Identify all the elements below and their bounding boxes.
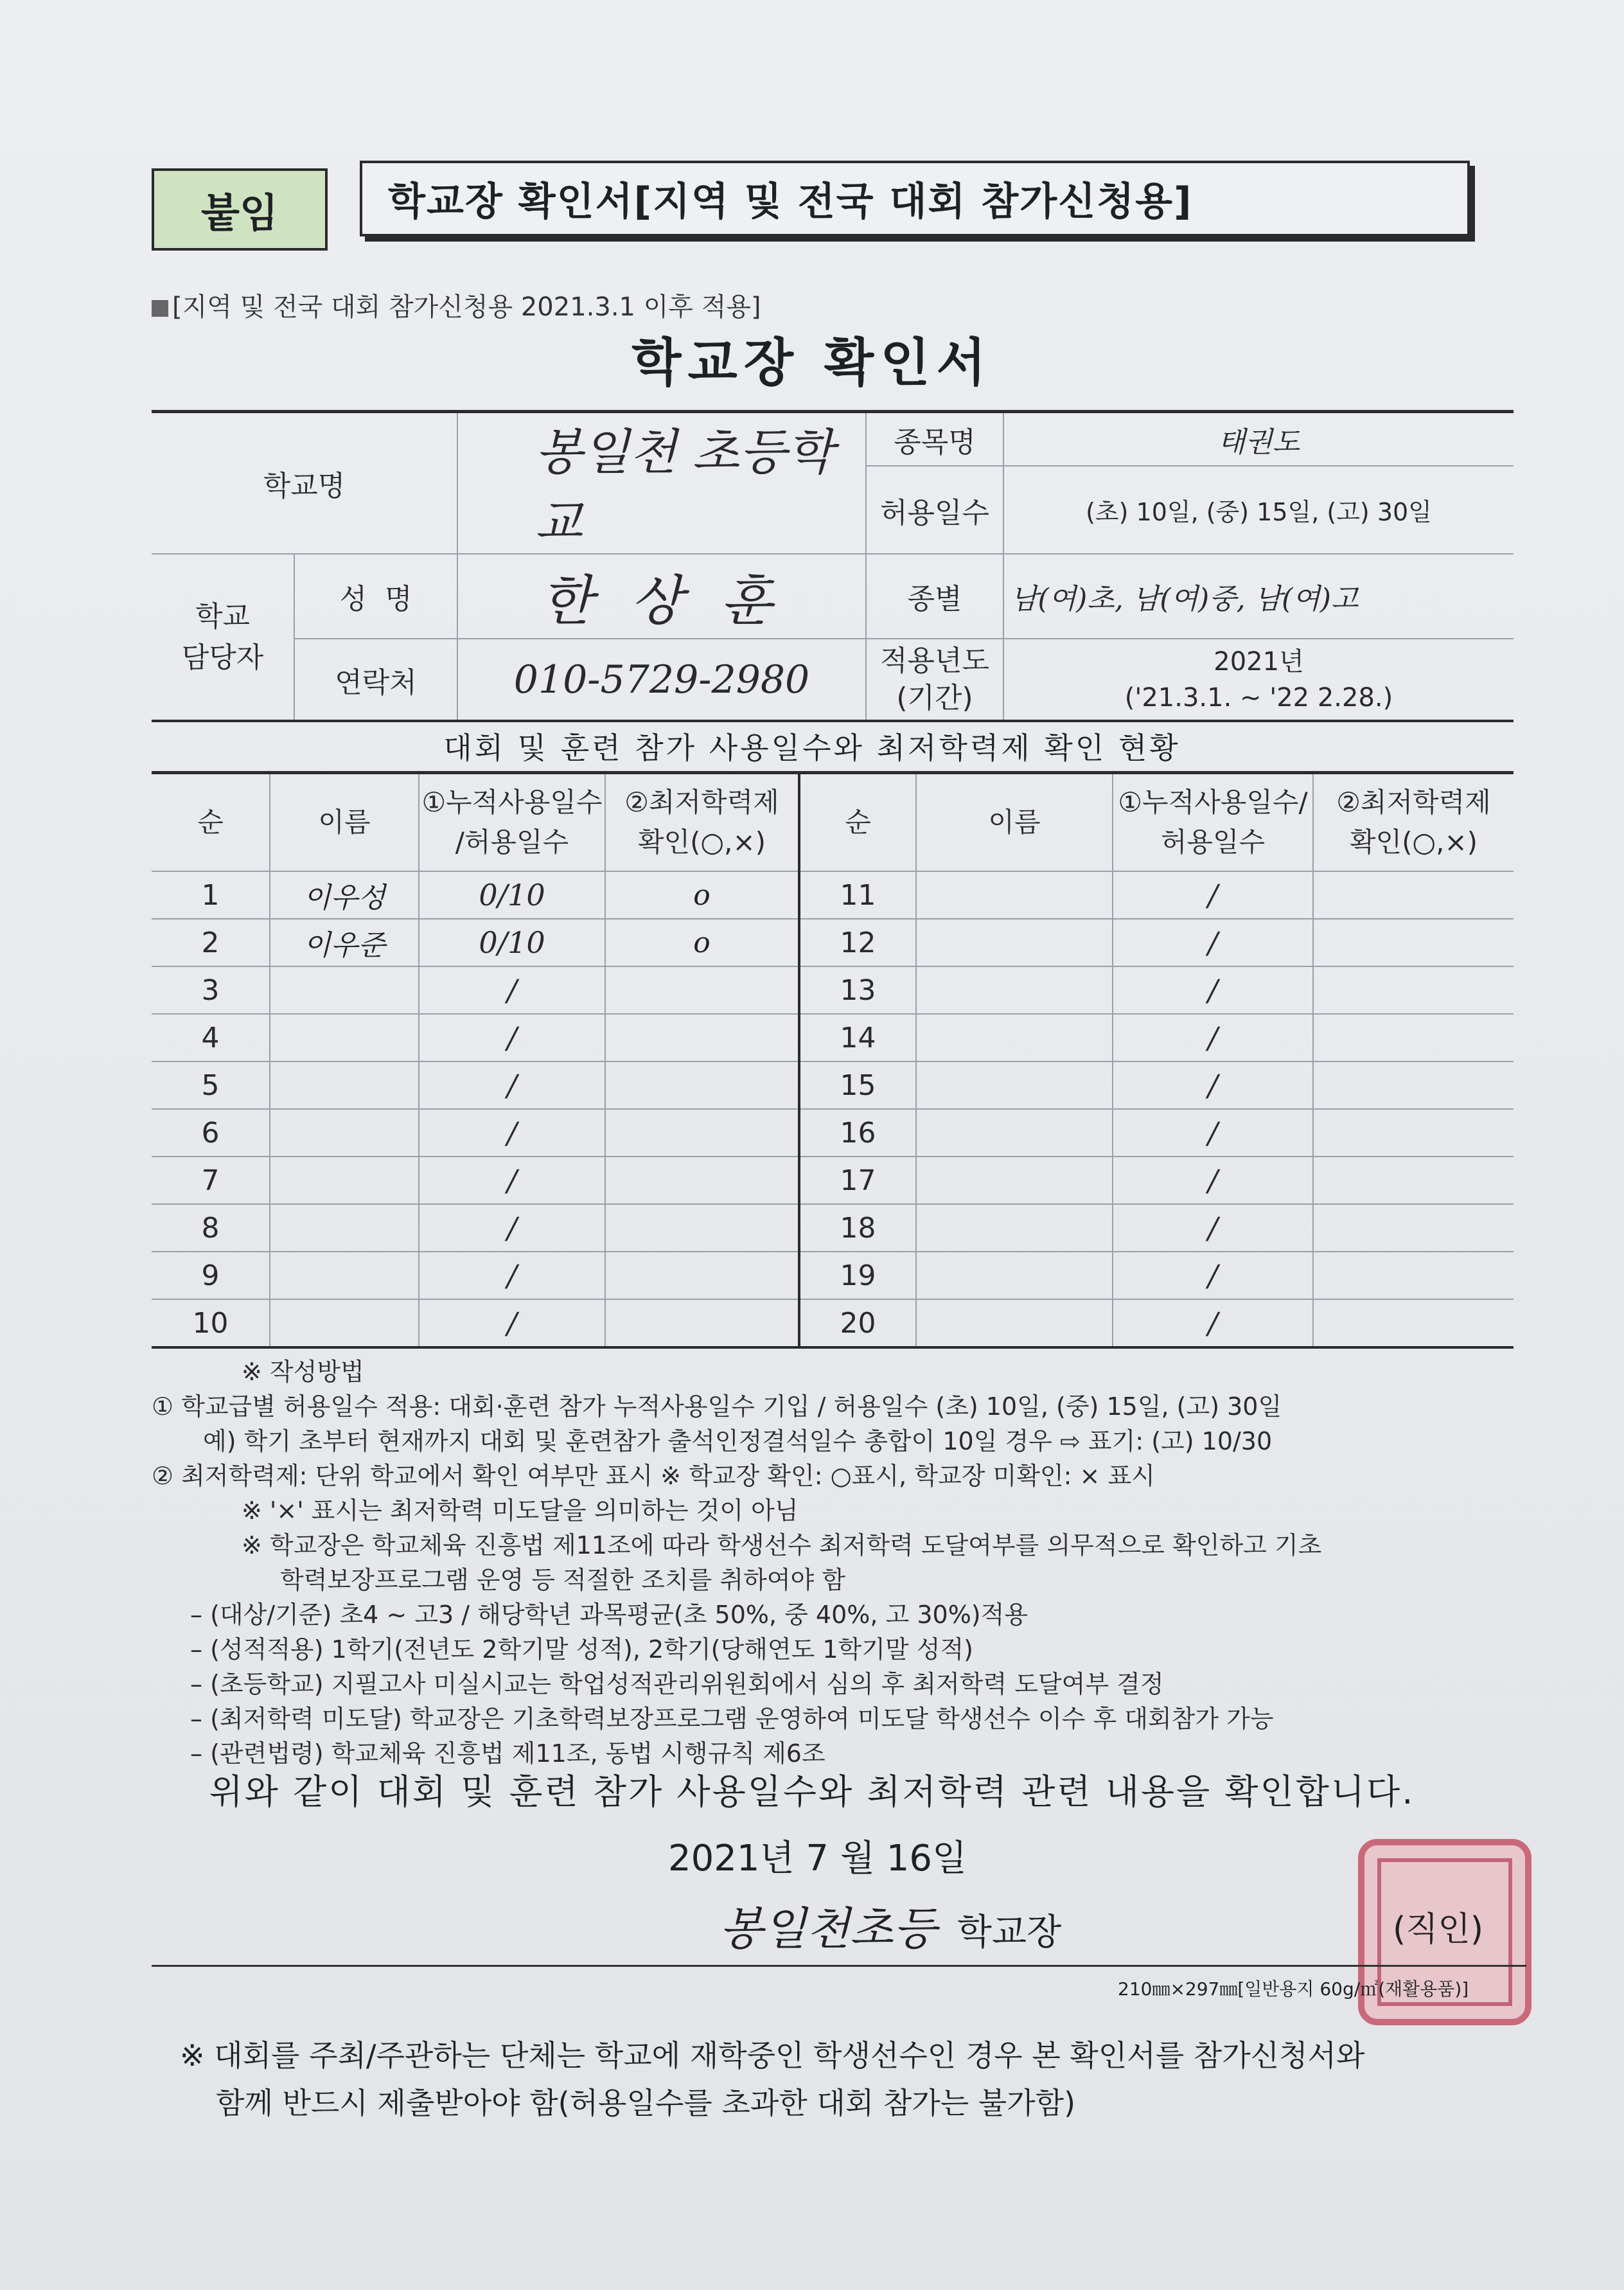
student-name: [270, 1014, 419, 1061]
row-number-2: [799, 871, 916, 919]
student-name-2: [916, 966, 1113, 1014]
instruction-line: ② 최저학력제: 단위 학교에서 확인 여부만 표시 ※ 학교장 확인: ○표시, 학교장 미확인: × 표시: [152, 1462, 1155, 1490]
principal-school-name: 봉일천초등: [719, 1903, 937, 1955]
used-days-2: [1113, 1157, 1313, 1204]
divider: [152, 1965, 1526, 1967]
student-name: [270, 966, 419, 1014]
row-number-2: [799, 1157, 916, 1204]
used-days-text: /: [507, 1068, 517, 1103]
row-number: [152, 1204, 270, 1252]
sport-label: 종목명: [866, 412, 1003, 466]
student-name-2: [916, 1014, 1113, 1061]
square-bullet-icon: [152, 300, 168, 317]
col-header-no-2: 순: [799, 773, 916, 872]
row-number: [152, 1109, 270, 1157]
signing-date: 2021년 7 월 16일: [668, 1838, 967, 1879]
table-row: [152, 1157, 1514, 1204]
principal-signature: [719, 1893, 1061, 1958]
min-academic-check-text: o: [693, 926, 710, 959]
row-number: [152, 1014, 270, 1061]
row-number-2-text: 11: [840, 878, 876, 912]
used-days-2: [1113, 919, 1313, 966]
student-name: [270, 1109, 419, 1157]
row-number-text: 7: [201, 1164, 220, 1197]
used-days-text: /: [507, 1211, 517, 1245]
row-number-text: 3: [201, 973, 220, 1007]
instruction-line: – (성적적용) 1학기(전년도 2학기말 성적), 2학기(당해연도 1학기말 성적): [190, 1635, 973, 1664]
col-header-check-2: ②최저학력제 확인(○,×): [1313, 773, 1514, 872]
period-label: 적용년도 (기간): [866, 639, 1003, 721]
row-number-2-text: 20: [840, 1306, 876, 1340]
row-number: [152, 1157, 270, 1204]
allowed-days-label: 허용일수: [866, 466, 1003, 554]
instructions: [152, 1354, 1526, 1771]
notice-line: ※ 대회를 주최/주관하는 단체는 학교에 재학중인 학생선수인 경우 본 확인서를 참가신청서와: [180, 2038, 1365, 2073]
used-days-2-text: /: [1208, 1306, 1218, 1340]
row-number-text: 10: [192, 1306, 229, 1340]
sport-value: 태권도: [1003, 412, 1514, 466]
row-number-2-text: 18: [840, 1211, 876, 1245]
used-days-2: [1113, 1061, 1313, 1109]
used-days-text: /: [507, 1258, 517, 1293]
table-row: [152, 919, 1514, 966]
used-days-text: 0/10: [479, 878, 545, 912]
used-days: [419, 966, 605, 1014]
row-number-2: [799, 1014, 916, 1061]
row-number-2: [799, 1061, 916, 1109]
period-value: 2021년 ('21.3.1. ~ '22 2.28.): [1003, 639, 1514, 721]
row-number-2: [799, 919, 916, 966]
student-name-2: [916, 1061, 1113, 1109]
status-section-title: 대회 및 훈련 참가 사용일수와 최저학력제 확인 현황: [443, 731, 1181, 765]
row-number-2-text: 17: [840, 1164, 876, 1197]
student-name: [270, 1157, 419, 1204]
min-academic-check-2: [1313, 1299, 1514, 1347]
used-days-2: [1113, 1204, 1313, 1252]
row-number-2: [799, 1299, 916, 1347]
used-days-text: /: [507, 973, 517, 1007]
instruction-line: – (관련법령) 학교체육 진흥법 제11조, 동법 시행규칙 제6조: [190, 1739, 825, 1768]
row-number: [152, 966, 270, 1014]
instruction-line: ※ 작성방법: [242, 1358, 364, 1386]
row-number-2-text: 15: [840, 1069, 876, 1102]
used-days-text: /: [507, 1163, 517, 1198]
min-academic-check-2: [1313, 966, 1514, 1014]
col-header-name-2: 이름: [916, 773, 1113, 872]
row-number-2-text: 19: [840, 1259, 876, 1292]
school-name-value: 봉일천 초등학교: [457, 412, 866, 555]
used-days: [419, 871, 605, 919]
student-name-2: [916, 871, 1113, 919]
table-header-row: [152, 773, 1514, 872]
col-header-no: 순: [152, 773, 270, 872]
row-number-2-text: 12: [840, 926, 876, 959]
row-number: [152, 919, 270, 966]
student-name: [270, 919, 419, 966]
row-number-2: [799, 1204, 916, 1252]
used-days: [419, 1014, 605, 1061]
used-days-2: [1113, 871, 1313, 919]
min-academic-check-2: [1313, 1252, 1514, 1299]
row-number-text: 8: [201, 1211, 220, 1245]
used-days-2: [1113, 1252, 1313, 1299]
submission-notice: [180, 2032, 1529, 2127]
min-academic-check: [605, 966, 799, 1014]
student-name: [270, 1061, 419, 1109]
used-days: [419, 1204, 605, 1252]
row-number: [152, 1252, 270, 1299]
used-days-text: /: [507, 1115, 517, 1150]
table-row: [152, 1252, 1514, 1299]
school-name-label: 학교명: [152, 412, 457, 555]
row-number-2-text: 13: [840, 973, 876, 1007]
student-name-2: [916, 1204, 1113, 1252]
min-academic-check: [605, 1299, 799, 1347]
instruction-line: ※ 학교장은 학교체육 진흥법 제11조에 따라 학생선수 최저학력 도달여부를 의무적으로 확인하고 기초: [242, 1531, 1322, 1559]
student-name: [270, 1204, 419, 1252]
row-number: [152, 871, 270, 919]
form-title-box: 학교장 확인서[지역 및 전국 대회 참가신청용]: [360, 161, 1470, 236]
min-academic-check-2: [1313, 1204, 1514, 1252]
used-days-2-text: /: [1208, 925, 1218, 960]
student-name-2: [916, 1157, 1113, 1204]
allowed-days-text: (초) 10일, (중) 15일, (고) 30일: [1086, 498, 1432, 527]
instruction-line: ※ '×' 표시는 최저학력 미도달을 의미하는 것이 아님: [242, 1496, 799, 1525]
min-academic-check: [605, 1014, 799, 1061]
allowed-days-value: [1003, 466, 1514, 554]
confirmation-statement: 위와 같이 대회 및 훈련 참가 사용일수와 최저학력 관련 내용을 확인합니다.: [209, 1771, 1415, 1812]
used-days-2-text: /: [1208, 973, 1218, 1007]
used-days-2-text: /: [1208, 1258, 1218, 1293]
table-row: [152, 1109, 1514, 1157]
manager-name-label: 성 명: [294, 554, 457, 639]
used-days-2-text: /: [1208, 878, 1218, 912]
school-info-table: [152, 410, 1514, 722]
table-row: [152, 966, 1514, 1014]
row-number-text: 6: [201, 1116, 220, 1149]
min-academic-check: [605, 1252, 799, 1299]
row-number-2-text: 16: [840, 1116, 876, 1149]
min-academic-check-2: [1313, 1061, 1514, 1109]
used-days-2-text: /: [1208, 1115, 1218, 1150]
used-days-text: /: [507, 1020, 517, 1055]
min-academic-check-2: [1313, 871, 1514, 919]
min-academic-check: [605, 919, 799, 966]
row-number: [152, 1061, 270, 1109]
min-academic-check: [605, 1204, 799, 1252]
col-header-name: 이름: [270, 773, 419, 872]
min-academic-check: [605, 871, 799, 919]
contact-label: 연락처: [294, 639, 457, 721]
min-academic-check-text: o: [693, 878, 710, 912]
notice-line: 함께 반드시 제출받아야 함(허용일수를 초과한 대회 참가는 불가함): [216, 2086, 1076, 2120]
table-row: [152, 1204, 1514, 1252]
used-days: [419, 1157, 605, 1204]
student-name-text: 이우성: [303, 882, 385, 914]
table-row: [152, 1299, 1514, 1347]
gender-label: 종별: [866, 554, 1003, 639]
used-days-2: [1113, 966, 1313, 1014]
table-row: [152, 871, 1514, 919]
col-header-days-2: ①누적사용일수/ 허용일수: [1113, 773, 1313, 872]
student-name-2: [916, 919, 1113, 966]
row-number-text: 1: [201, 878, 220, 912]
used-days: [419, 919, 605, 966]
min-academic-check-2: [1313, 1157, 1514, 1204]
student-name: [270, 1299, 419, 1347]
seal-mark: (직인): [1393, 1910, 1484, 1949]
instruction-line: ① 학교급별 허용일수 적용: 대회·훈련 참가 누적사용일수 기입 / 허용일수 (초) 10일, (중) 15일, (고) 30일: [152, 1392, 1282, 1421]
col-header-check: ②최저학력제 확인(○,×): [605, 773, 799, 872]
row-number-text: 5: [201, 1069, 220, 1102]
instruction-line: – (대상/기준) 초4 ~ 고3 / 해당학년 과목평균(초 50%, 중 40%, 고 30%)적용: [190, 1601, 1028, 1629]
student-name: [270, 1252, 419, 1299]
used-days-2-text: /: [1208, 1068, 1218, 1103]
used-days-2: [1113, 1014, 1313, 1061]
student-name-2: [916, 1299, 1113, 1347]
contact-value: 010-5729-2980: [457, 639, 866, 721]
principal-label: 학교장: [957, 1912, 1062, 1953]
row-number-2: [799, 1252, 916, 1299]
used-days: [419, 1299, 605, 1347]
used-days-2: [1113, 1109, 1313, 1157]
used-days: [419, 1252, 605, 1299]
gender-value: 남(여)초, 남(여)중, 남(여)고: [1003, 554, 1514, 639]
student-name-2: [916, 1252, 1113, 1299]
min-academic-check: [605, 1061, 799, 1109]
min-academic-check-2: [1313, 919, 1514, 966]
row-number-text: 9: [201, 1259, 220, 1292]
used-days-2: [1113, 1299, 1313, 1347]
instruction-line: – (최저학력 미도달) 학교장은 기초학력보장프로그램 운영하여 미도달 학생선수 이수 후 대회참가 가능: [190, 1705, 1274, 1733]
table-row: [152, 1061, 1514, 1109]
used-days-2-text: /: [1208, 1163, 1218, 1198]
row-number-text: 4: [201, 1021, 220, 1054]
used-days-2-text: /: [1208, 1211, 1218, 1245]
paper-spec: 210㎜×297㎜[일반용지 60g/㎡(재활용품)]: [1118, 1978, 1469, 2000]
min-academic-check-2: [1313, 1014, 1514, 1061]
row-number-2: [799, 1109, 916, 1157]
form-subheading: [152, 287, 761, 323]
table-row: [152, 1014, 1514, 1061]
manager-label: 학교 담당자: [152, 554, 294, 721]
row-number-2: [799, 966, 916, 1014]
participation-status-table: [152, 771, 1514, 1349]
row-number-2-text: 14: [840, 1021, 876, 1054]
manager-name-value: 한 상 훈: [457, 554, 866, 639]
min-academic-check-2: [1313, 1109, 1514, 1157]
row-number: [152, 1299, 270, 1347]
student-name-2: [916, 1109, 1113, 1157]
page-title: 학교장 확인서: [631, 333, 993, 393]
used-days: [419, 1109, 605, 1157]
attachment-tag: 붙임: [152, 168, 328, 251]
used-days-2-text: /: [1208, 1020, 1218, 1055]
used-days-text: 0/10: [479, 925, 545, 960]
instruction-line: 학력보장프로그램 운영 등 적절한 조치를 취하여야 함: [280, 1566, 846, 1594]
row-number-text: 2: [201, 926, 220, 959]
instruction-line: – (초등학교) 지필고사 미실시교는 학업성적관리위원회에서 심의 후 최저학력 도달여부 결정: [190, 1670, 1164, 1698]
student-name: [270, 871, 419, 919]
col-header-days: ①누적사용일수 /허용일수: [419, 773, 605, 872]
min-academic-check: [605, 1157, 799, 1204]
student-name-text: 이우준: [303, 929, 385, 962]
used-days: [419, 1061, 605, 1109]
subheading-text: [지역 및 전국 대회 참가신청용 2021.3.1 이후 적용]: [172, 292, 761, 322]
used-days-text: /: [507, 1306, 517, 1340]
min-academic-check: [605, 1109, 799, 1157]
instruction-line: 예) 학기 초부터 현재까지 대회 및 훈련참가 출석인정결석일수 총합이 10일 경우 ⇨ 표기: (고) 10/30: [203, 1427, 1273, 1455]
